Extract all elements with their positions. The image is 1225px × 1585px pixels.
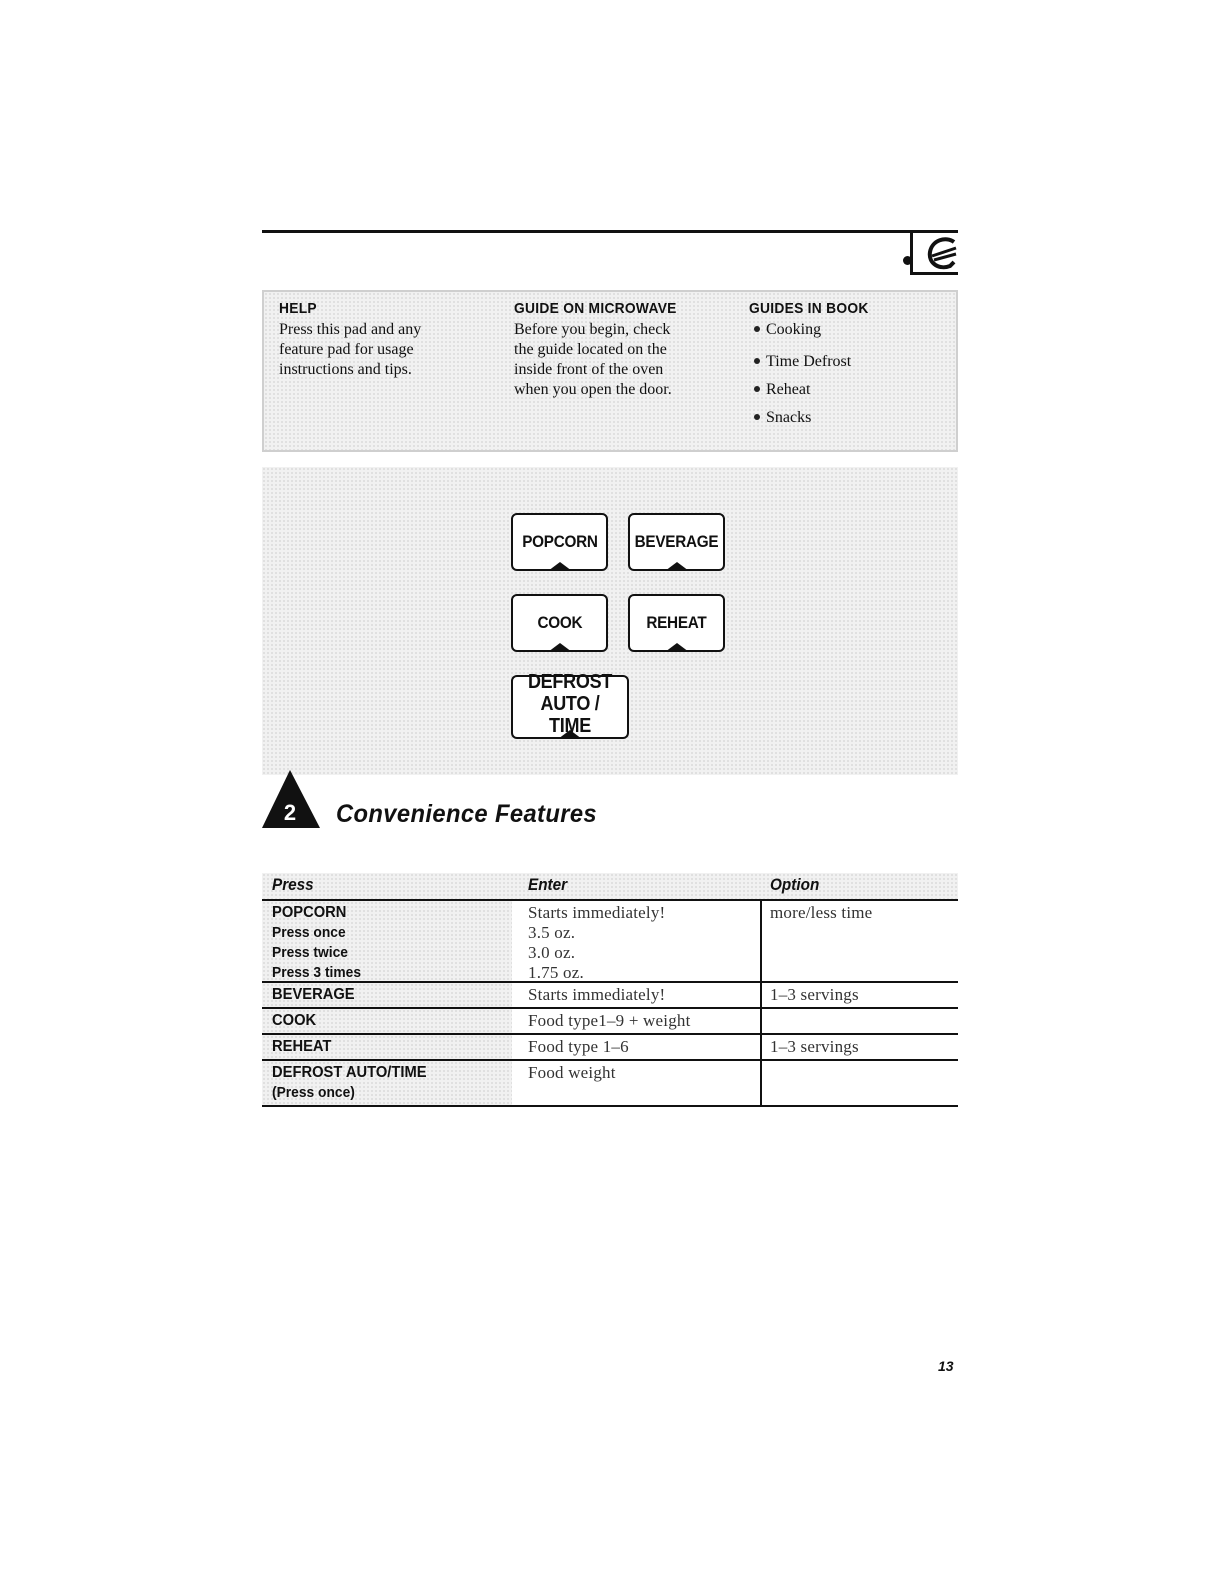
beverage-key-label: BEVERAGE (634, 532, 719, 551)
bullet-icon (754, 358, 760, 364)
help-panel (262, 290, 958, 452)
keypad-illustration (262, 467, 958, 775)
option-cell: 1–3 servings (770, 985, 859, 1004)
book-column (749, 300, 949, 432)
table-row (262, 1007, 958, 1033)
popcorn-key-label: POPCORN (521, 532, 598, 551)
help-text: Press this pad and any feature pad for usage instructions and tips. (279, 321, 422, 378)
table-header (262, 873, 958, 899)
guide-column (514, 300, 754, 400)
list-item (749, 376, 949, 404)
help-column (279, 300, 509, 380)
column-divider (760, 1035, 762, 1059)
press-cook: COOK (272, 1012, 317, 1029)
book-guide-list (749, 320, 949, 432)
book-item-label: Reheat (766, 381, 811, 398)
bullet-icon (754, 386, 760, 392)
press-twice: Press twice (272, 944, 348, 961)
convenience-features-table (262, 873, 958, 1107)
list-item (749, 348, 949, 376)
cook-key-label: COOK (537, 613, 582, 632)
option-cell: more/less time (770, 903, 873, 922)
column-divider (760, 1009, 762, 1033)
column-divider (760, 1061, 762, 1105)
header-shading (262, 873, 958, 899)
header-rule (262, 230, 958, 233)
book-item-label: Time Defrost (766, 353, 852, 370)
section-number: 2 (283, 800, 297, 825)
list-item (749, 320, 949, 340)
table-row (262, 1059, 958, 1107)
press-cell (272, 1011, 512, 1031)
column-header-press: Press (272, 875, 314, 894)
section-heading (262, 770, 762, 830)
table-row (262, 981, 958, 1007)
press-defrost-auto-time: DEFROST AUTO/TIME (272, 1064, 427, 1081)
column-divider (760, 983, 762, 1007)
enter-cell: Food type1–9 + weight (528, 1011, 691, 1030)
cook-key[interactable] (511, 594, 608, 652)
press-cell (272, 903, 512, 983)
table-row (262, 1033, 958, 1059)
table-row (262, 899, 958, 981)
column-header-option: Option (770, 875, 820, 894)
book-heading: GUIDES IN BOOK (749, 300, 869, 317)
beverage-key[interactable] (628, 513, 725, 571)
enter-value: 1.75 oz. (528, 963, 584, 982)
column-header-enter: Enter (528, 875, 568, 894)
guide-text: Before you begin, check the guide located on the inside front of the oven when you open the door. (514, 321, 672, 398)
press-beverage: BEVERAGE (272, 986, 355, 1003)
press-once: (Press once) (272, 1084, 355, 1101)
guide-heading: GUIDE ON MICROWAVE (514, 300, 677, 317)
defrost-auto-time-key[interactable] (511, 671, 629, 739)
popcorn-key[interactable] (511, 513, 608, 571)
option-cell: 1–3 servings (770, 1037, 859, 1056)
enter-cell (528, 903, 758, 983)
press-cell (272, 985, 512, 1005)
triangle-icon (548, 643, 572, 652)
bullet-icon (754, 326, 760, 332)
column-divider (760, 901, 762, 981)
triangle-icon (665, 562, 689, 571)
press-cell (272, 1037, 512, 1057)
defrost-key-label: DEFROST AUTO / TIME (527, 671, 613, 737)
help-heading: HELP (279, 300, 317, 317)
press-once: Press once (272, 924, 346, 941)
enter-value: 3.5 oz. (528, 923, 576, 942)
enter-cell: Starts immediately! (528, 985, 666, 1004)
reheat-key-label: REHEAT (646, 613, 707, 632)
press-3-times: Press 3 times (272, 964, 361, 981)
triangle-icon (558, 730, 582, 739)
list-item (749, 404, 949, 432)
section-title: Convenience Features (336, 800, 598, 828)
triangle-icon (665, 643, 689, 652)
triangle-icon (548, 562, 572, 571)
bullet-icon (754, 414, 760, 420)
book-item-label: Cooking (766, 321, 822, 338)
ge-logo-icon (926, 236, 958, 272)
press-cell (272, 1063, 512, 1103)
press-popcorn: POPCORN (272, 904, 347, 921)
enter-cell: Food type 1–6 (528, 1037, 629, 1056)
book-item-label: Snacks (766, 409, 812, 426)
enter-cell: Food weight (528, 1063, 616, 1082)
enter-value: Starts immediately! (528, 903, 666, 922)
enter-value: 3.0 oz. (528, 943, 576, 962)
press-reheat: REHEAT (272, 1038, 332, 1055)
page-number: 13 (938, 1358, 954, 1374)
reheat-key[interactable] (628, 594, 725, 652)
